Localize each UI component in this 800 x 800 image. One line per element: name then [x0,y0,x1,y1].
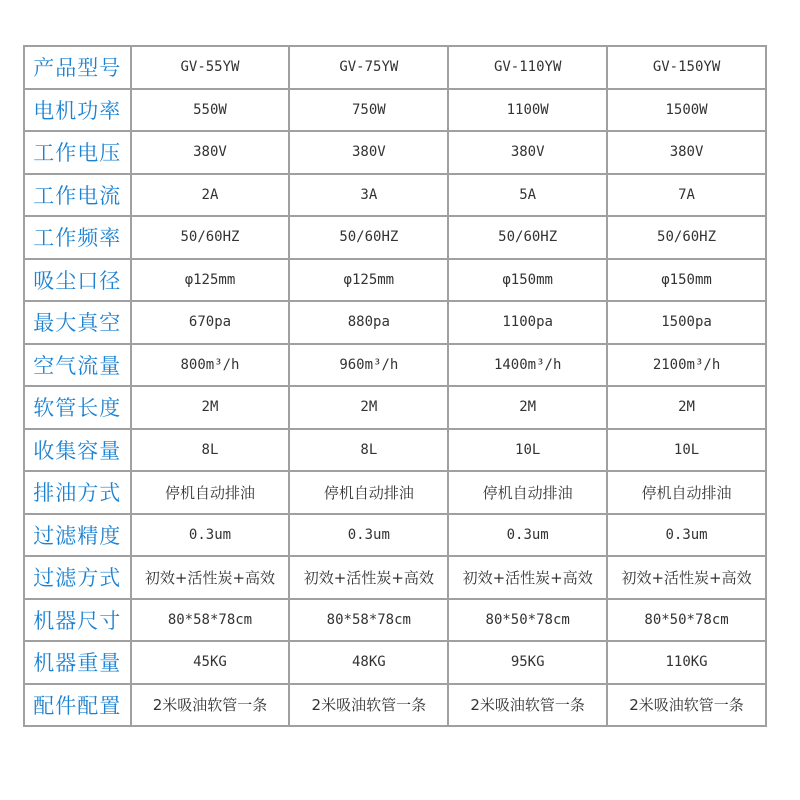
cell-value: 880pa [289,301,448,344]
cell-value: 8L [131,429,290,472]
cell-value: 2米吸油软管一条 [289,684,448,727]
cell-value: 45KG [131,641,290,684]
cell-value: 2M [607,386,766,429]
row-label: 软管长度 [24,386,131,429]
table-row [24,216,766,259]
cell-value: 3A [289,174,448,217]
cell-value: 2米吸油软管一条 [131,684,290,727]
cell-value: 0.3um [131,514,290,557]
cell-value: φ150mm [607,259,766,302]
row-label: 收集容量 [24,429,131,472]
cell-value: 1500pa [607,301,766,344]
row-label: 工作电压 [24,131,131,174]
row-label: 产品型号 [24,46,131,89]
cell-value: 停机自动排油 [131,471,290,514]
spec-table [23,45,767,727]
table-row [24,301,766,344]
cell-value: 48KG [289,641,448,684]
table-row [24,46,766,89]
cell-value: 750W [289,89,448,132]
table-row [24,514,766,557]
row-label: 吸尘口径 [24,259,131,302]
cell-value: 初效+活性炭+高效 [289,556,448,599]
cell-value: φ150mm [448,259,607,302]
cell-value: 初效+活性炭+高效 [607,556,766,599]
cell-value: 110KG [607,641,766,684]
cell-value: 50/60HZ [448,216,607,259]
cell-value: 380V [607,131,766,174]
row-label: 空气流量 [24,344,131,387]
row-label: 最大真空 [24,301,131,344]
cell-value: 1400m³/h [448,344,607,387]
cell-value: 80*50*78cm [448,599,607,642]
row-label: 配件配置 [24,684,131,727]
cell-value: 0.3um [448,514,607,557]
cell-value: GV-55YW [131,46,290,89]
cell-value: 960m³/h [289,344,448,387]
row-label: 机器尺寸 [24,599,131,642]
cell-value: 80*58*78cm [289,599,448,642]
row-label: 排油方式 [24,471,131,514]
table-row [24,471,766,514]
cell-value: 0.3um [289,514,448,557]
table-row [24,641,766,684]
cell-value: GV-110YW [448,46,607,89]
cell-value: 80*50*78cm [607,599,766,642]
cell-value: 2A [131,174,290,217]
cell-value: 380V [131,131,290,174]
table-row [24,344,766,387]
table-row [24,556,766,599]
cell-value: 初效+活性炭+高效 [131,556,290,599]
cell-value: GV-150YW [607,46,766,89]
table-row [24,386,766,429]
cell-value: 10L [607,429,766,472]
cell-value: 50/60HZ [289,216,448,259]
cell-value: 95KG [448,641,607,684]
cell-value: 初效+活性炭+高效 [448,556,607,599]
cell-value: 2M [289,386,448,429]
cell-value: 停机自动排油 [607,471,766,514]
table-row [24,89,766,132]
cell-value: GV-75YW [289,46,448,89]
cell-value: 2100m³/h [607,344,766,387]
table-row [24,174,766,217]
row-label: 工作电流 [24,174,131,217]
cell-value: 50/60HZ [131,216,290,259]
row-label: 过滤精度 [24,514,131,557]
cell-value: 2米吸油软管一条 [607,684,766,727]
row-label: 过滤方式 [24,556,131,599]
cell-value: 670pa [131,301,290,344]
cell-value: 10L [448,429,607,472]
cell-value: 380V [289,131,448,174]
cell-value: 1100pa [448,301,607,344]
cell-value: φ125mm [289,259,448,302]
cell-value: 2米吸油软管一条 [448,684,607,727]
table-row [24,684,766,727]
cell-value: 7A [607,174,766,217]
cell-value: 1100W [448,89,607,132]
row-label: 工作频率 [24,216,131,259]
cell-value: 50/60HZ [607,216,766,259]
cell-value: 80*58*78cm [131,599,290,642]
cell-value: 1500W [607,89,766,132]
cell-value: 5A [448,174,607,217]
table-row [24,599,766,642]
cell-value: φ125mm [131,259,290,302]
row-label: 电机功率 [24,89,131,132]
table-row [24,259,766,302]
cell-value: 停机自动排油 [448,471,607,514]
cell-value: 停机自动排油 [289,471,448,514]
cell-value: 2M [131,386,290,429]
cell-value: 380V [448,131,607,174]
table-row [24,429,766,472]
cell-value: 0.3um [607,514,766,557]
row-label: 机器重量 [24,641,131,684]
cell-value: 2M [448,386,607,429]
table-row [24,131,766,174]
cell-value: 800m³/h [131,344,290,387]
cell-value: 550W [131,89,290,132]
cell-value: 8L [289,429,448,472]
